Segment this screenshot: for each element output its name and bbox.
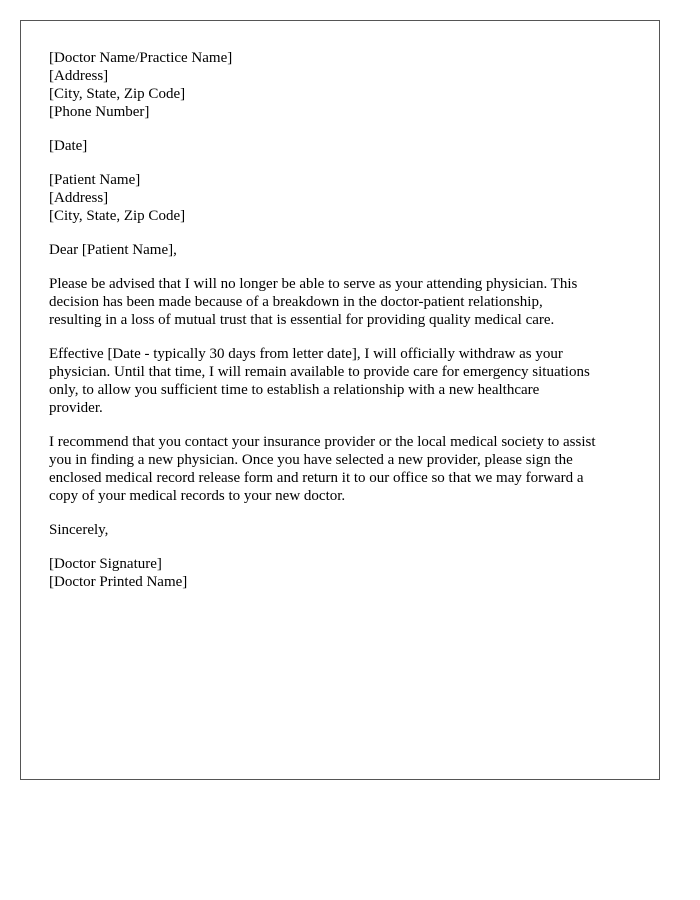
closing-block <box>49 521 639 539</box>
paragraph-line: only, to allow you sufficient time to establish a relationship with a new healthcare <box>49 382 540 398</box>
paragraph-line: Effective [Date - typically 30 days from letter date], I will officially withdraw as your <box>49 346 563 362</box>
recipient-address-block <box>49 171 639 225</box>
body-paragraph-2 <box>49 345 639 417</box>
doctor-printed-name: [Doctor Printed Name] <box>49 574 188 590</box>
sender-city-state-zip: [City, State, Zip Code] <box>49 86 186 102</box>
paragraph-line: provider. <box>49 400 103 416</box>
paragraph-line: you in finding a new physician. Once you have selected a new provider, please sign the <box>49 452 573 468</box>
recipient-name: [Patient Name] <box>49 172 141 188</box>
paragraph-line: decision has been made because of a breakdown in the doctor-patient relationship, <box>49 294 543 310</box>
sender-phone: [Phone Number] <box>49 104 150 120</box>
sender-name: [Doctor Name/Practice Name] <box>49 50 233 66</box>
paragraph-line: copy of your medical records to your new doctor. <box>49 488 346 504</box>
sender-address: [Address] <box>49 68 109 84</box>
letter-page <box>20 20 660 780</box>
paragraph-line: resulting in a loss of mutual trust that is essential for providing quality medical care. <box>49 312 555 328</box>
salutation: Dear [Patient Name], <box>49 242 177 258</box>
letter-content <box>49 49 639 607</box>
paragraph-line: enclosed medical record release form and return it to our office so that we may forward a <box>49 470 584 486</box>
paragraph-line: Please be advised that I will no longer be able to serve as your attending physician. This <box>49 276 578 292</box>
sender-address-block <box>49 49 639 121</box>
salutation-block <box>49 241 639 259</box>
recipient-city-state-zip: [City, State, Zip Code] <box>49 208 186 224</box>
body-paragraph-1 <box>49 275 639 329</box>
date-block <box>49 137 639 155</box>
recipient-address: [Address] <box>49 190 109 206</box>
closing: Sincerely, <box>49 522 109 538</box>
signature-block <box>49 555 639 591</box>
doctor-signature: [Doctor Signature] <box>49 556 162 572</box>
paragraph-line: physician. Until that time, I will remain available to provide care for emergency situations <box>49 364 590 380</box>
letter-date: [Date] <box>49 138 88 154</box>
body-paragraph-3 <box>49 433 639 505</box>
paragraph-line: I recommend that you contact your insurance provider or the local medical society to assist <box>49 434 596 450</box>
